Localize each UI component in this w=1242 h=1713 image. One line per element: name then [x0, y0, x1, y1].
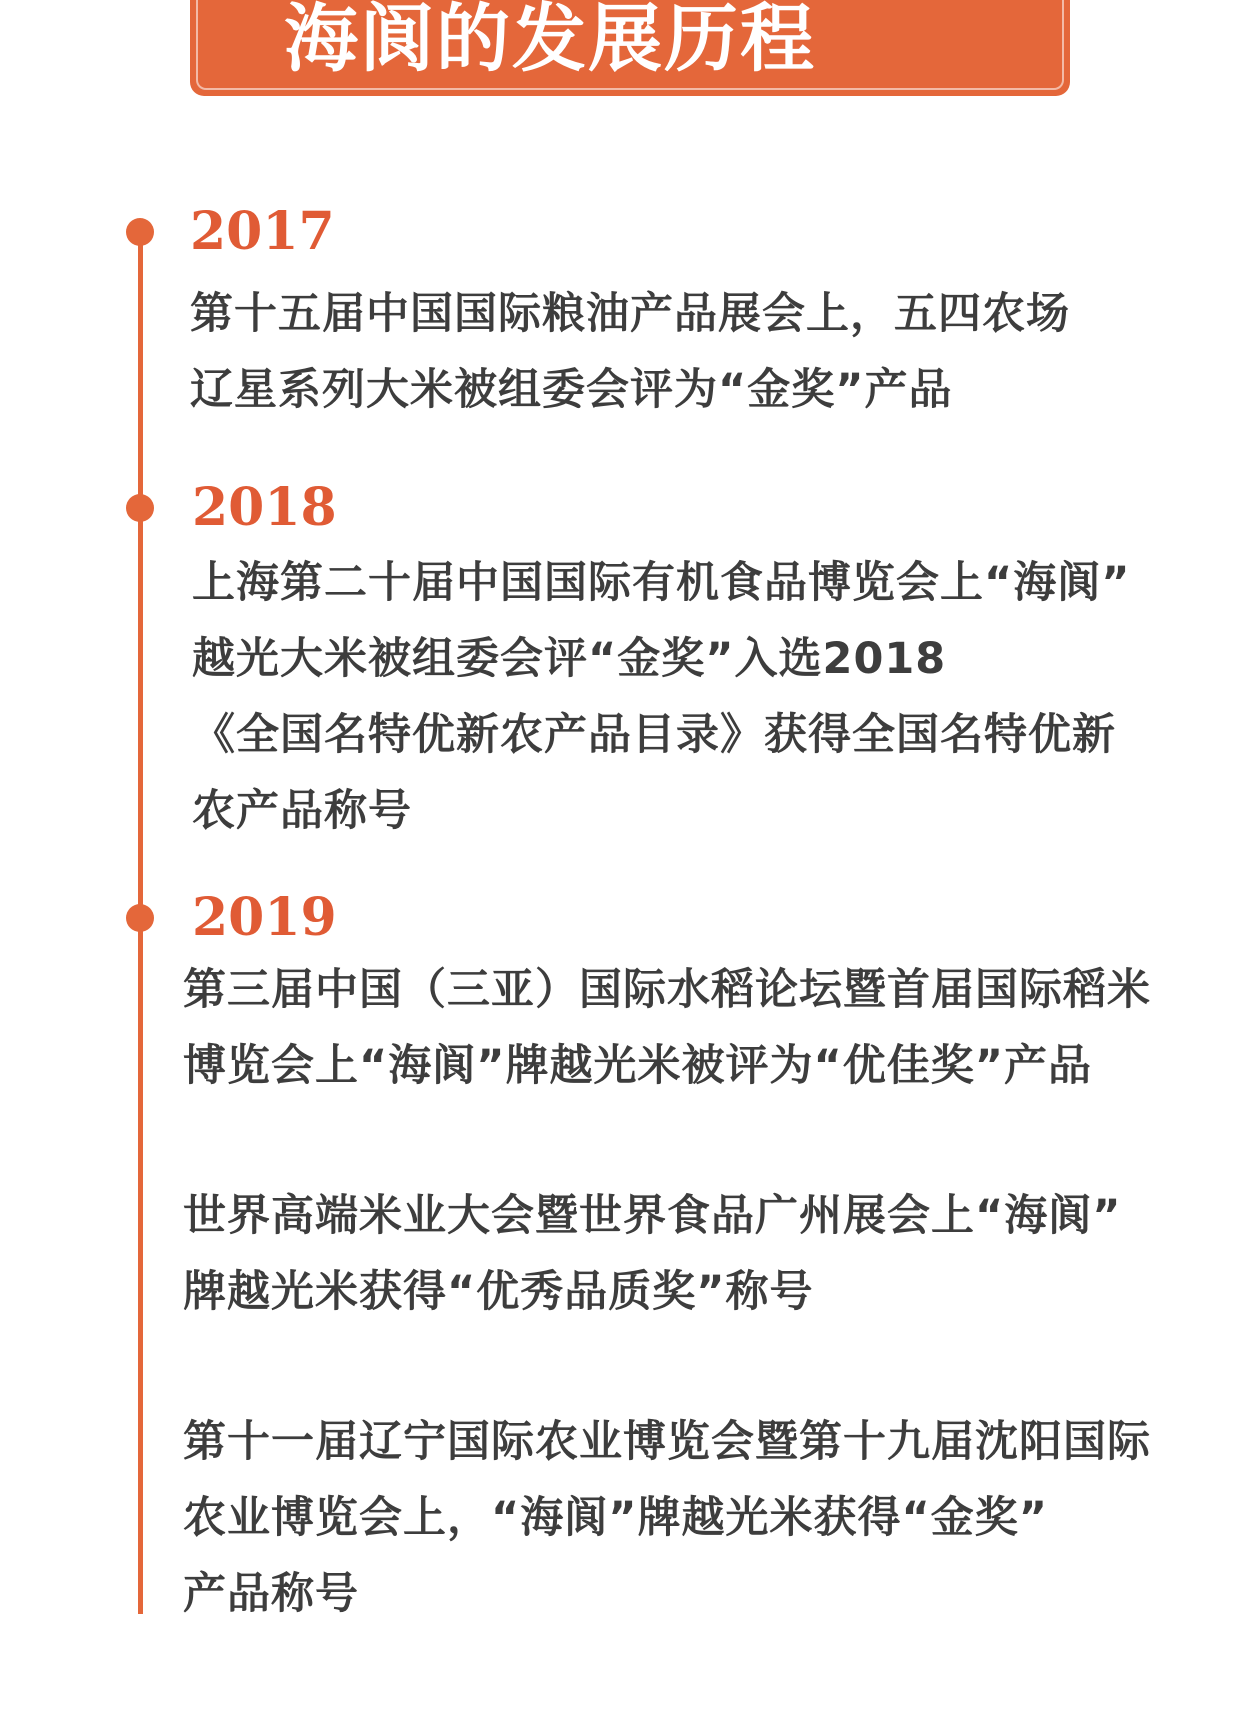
entry-line: 第十一届辽宁国际农业博览会暨第十九届沈阳国际	[183, 1417, 1151, 1467]
entry-line: 牌越光米获得“优秀品质奖”称号	[183, 1267, 814, 1317]
entry-line: 上海第二十届中国国际有机食品博览会上“海阆”	[192, 558, 1131, 608]
timeline-dot-2017	[126, 218, 154, 246]
entry-line: 第十五届中国国际粮油产品展会上，五四农场	[190, 289, 1070, 339]
entry-line: 辽星系列大米被组委会评为“金奖”产品	[190, 365, 953, 415]
timeline-entry	[183, 1178, 1122, 1330]
year-label-2018: 2018	[192, 477, 337, 538]
title-banner	[190, 0, 1070, 96]
timeline-entry	[192, 545, 1131, 849]
timeline-dot-2019	[126, 904, 154, 932]
entry-line: 第三届中国（三亚）国际水稻论坛暨首届国际稻米	[183, 965, 1151, 1015]
timeline-entry	[183, 1404, 1151, 1632]
timeline-entry	[190, 276, 1070, 428]
entry-line: 越光大米被组委会评“金奖”入选2018	[192, 634, 947, 684]
entry-line: 世界高端米业大会暨世界食品广州展会上“海阆”	[183, 1191, 1122, 1241]
entry-line: 《全国名特优新农产品目录》获得全国名特优新	[192, 710, 1116, 760]
page-title: 海阆的发展历程	[284, 0, 816, 82]
year-label-2019: 2019	[192, 887, 337, 948]
timeline-dot-2018	[126, 494, 154, 522]
entry-line: 博览会上“海阆”牌越光米被评为“优佳奖”产品	[183, 1041, 1093, 1091]
entry-line: 农产品称号	[192, 786, 412, 836]
timeline-entry	[183, 952, 1151, 1104]
entry-line: 产品称号	[183, 1569, 359, 1619]
entry-line: 农业博览会上，“海阆”牌越光米获得“金奖”	[183, 1493, 1049, 1543]
year-label-2017: 2017	[190, 201, 335, 262]
